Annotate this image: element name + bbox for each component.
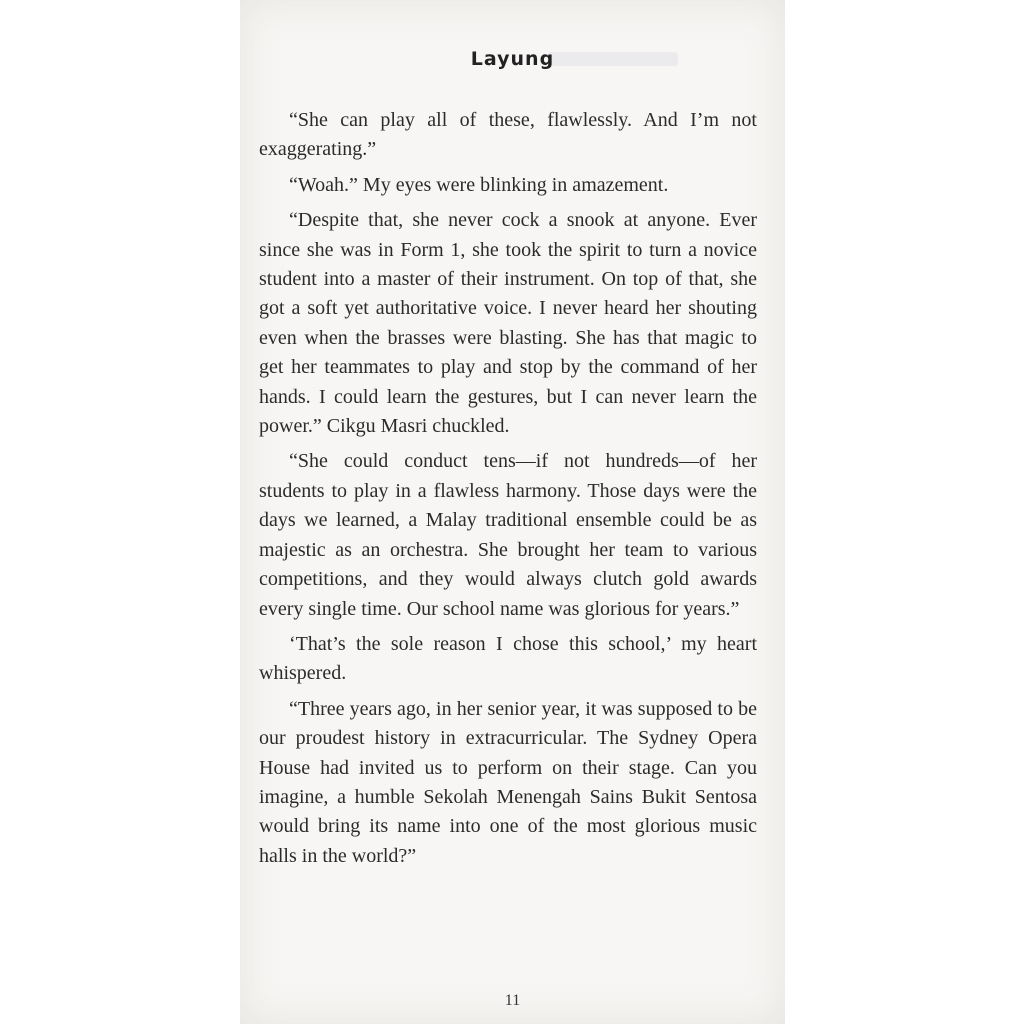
paragraph-2: “Woah.” My eyes were blinking in amazement.	[289, 173, 669, 196]
page-number: 11	[504, 992, 521, 1009]
paragraph-1: “She can play all of these, flawlessly. And I’m not exaggerating.”	[259, 109, 757, 161]
paragraph-6: “Three years ago, in her senior year, it was supposed to be our proudest history in extracurricular. The Sydney Opera House had invited us to perform on their stage. Can you imagine, a humble Sekolah Menengah Sains Bukit Sentosa would bring its name into one of the most glorious music halls in the world?”	[259, 697, 757, 867]
paragraph-3: “Despite that, she never cock a snook at anyone. Ever since she was in Form 1, she took the spirit to turn a novice student into a master of their instrument. On top of that, she got a soft yet authoritative voice. I never heard her shouting even when the brasses were blasting. She has that magic to get her teammates to play and stop by the command of her hands. I could learn the gestures, but I can never learn the power.” Cikgu Masri chuckled.	[259, 209, 757, 438]
running-header: Layung	[470, 48, 555, 70]
body-text	[259, 106, 757, 877]
paragraph-5: ‘That’s the sole reason I chose this school,’ my heart whispered.	[259, 632, 757, 685]
paragraph-4: “She could conduct tens—if not hundreds—of her students to play in a flawless harmony. Those days were the days we learned, a Malay traditional ensemble could be as majestic as an orchestra. She brought her team to various competitions, and they would always clutch gold awards every single time. Our school name was glorious for years.”	[259, 450, 757, 620]
